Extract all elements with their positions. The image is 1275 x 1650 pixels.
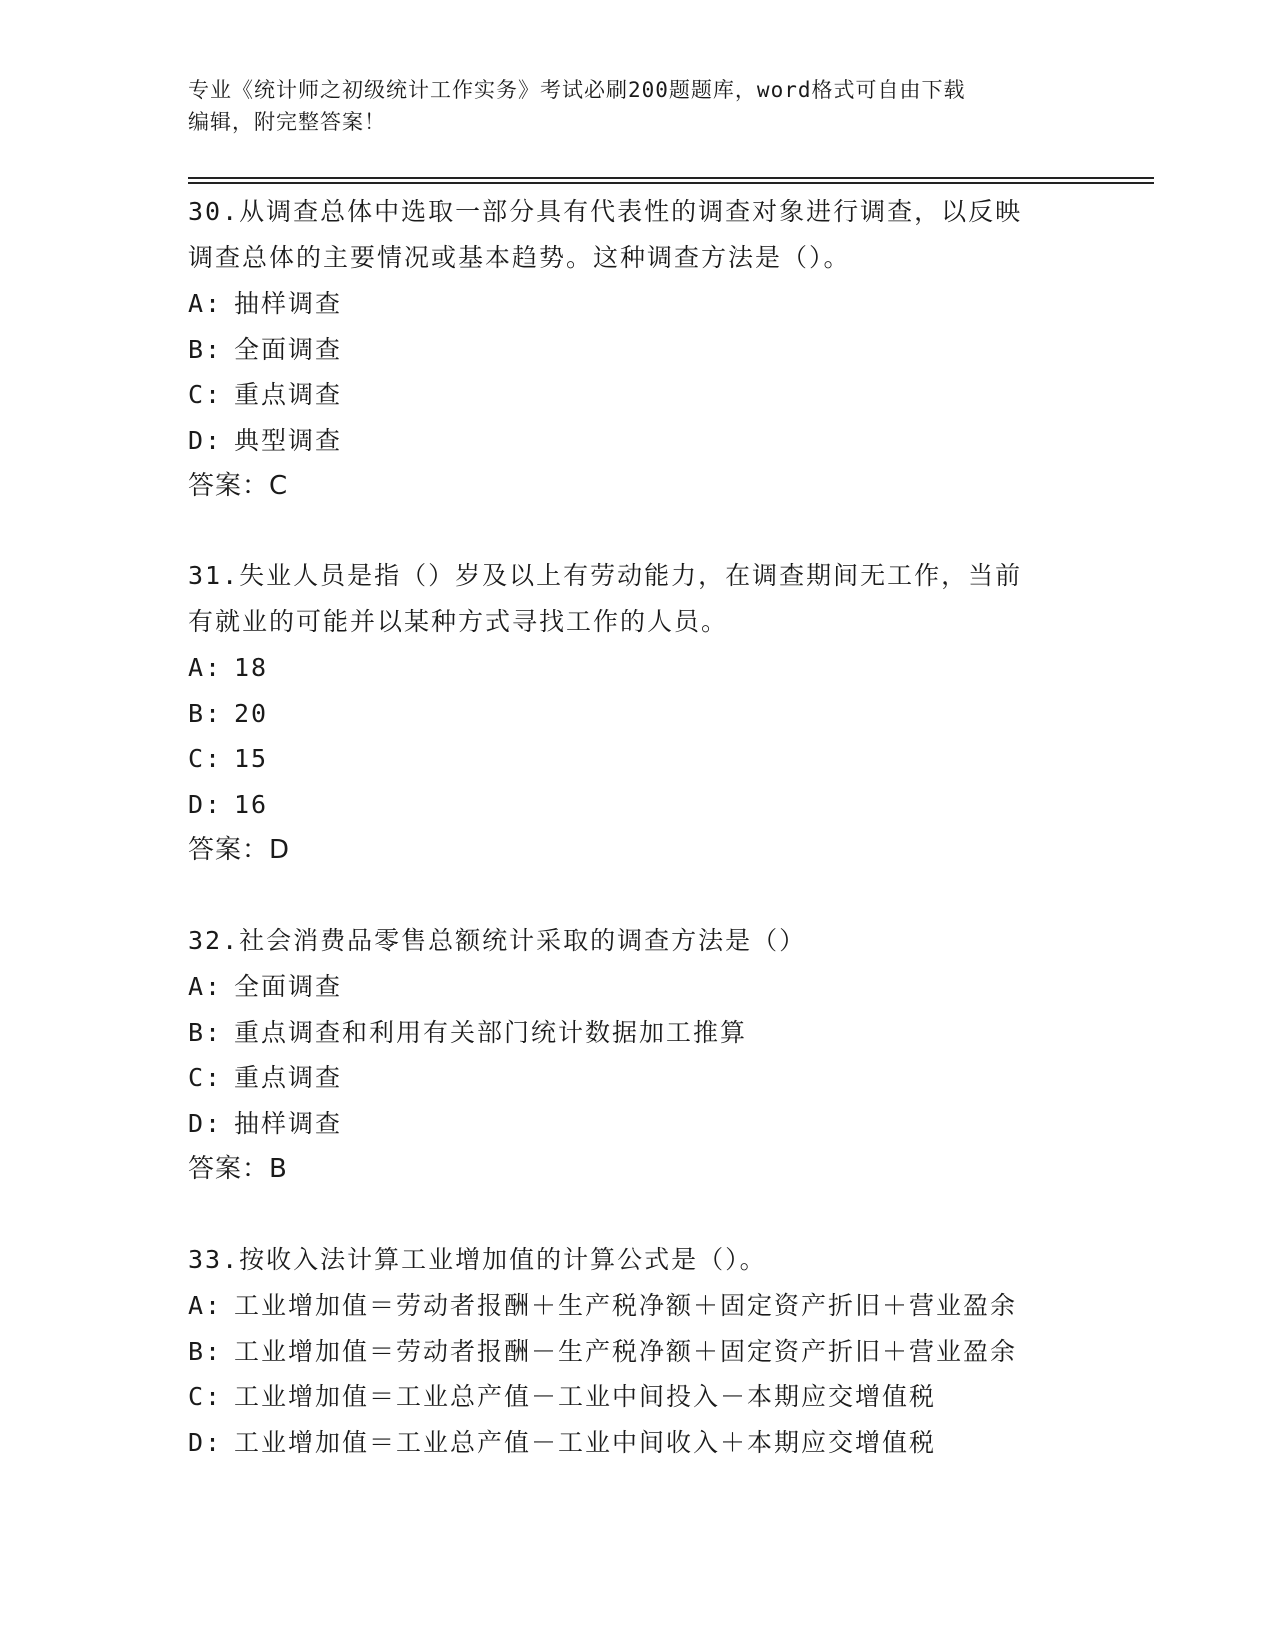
option-text: 典型调查	[234, 425, 343, 455]
option-a	[188, 281, 1088, 327]
question-33	[188, 1237, 1088, 1465]
option-b	[188, 1010, 1088, 1056]
question-stem: 33.按收入法计算工业增加值的计算公式是（）。	[188, 1245, 767, 1274]
option-c	[188, 1374, 1088, 1420]
option-letter: A:	[188, 653, 223, 682]
header-line: 编辑，附完整答案！	[188, 110, 386, 134]
answer-line: 答案：B	[188, 1154, 288, 1184]
option-d	[188, 418, 1088, 464]
option-text: 重点调查	[234, 1063, 343, 1092]
option-text: 16	[234, 789, 269, 819]
option-letter: D:	[188, 789, 223, 819]
option-letter: C:	[188, 1063, 223, 1092]
option-c	[188, 736, 1088, 782]
option-d	[188, 782, 1088, 828]
option-text: 全面调查	[234, 972, 343, 1001]
option-text: 工业增加值＝劳动者报酬＋生产税净额＋固定资产折旧＋营业盈余	[234, 1291, 1018, 1320]
question-stem: 有就业的可能并以某种方式寻找工作的人员。	[188, 607, 729, 636]
document-header	[188, 74, 1068, 138]
option-text: 全面调查	[234, 334, 343, 364]
option-c	[188, 372, 1088, 418]
option-letter: D:	[188, 1427, 223, 1457]
option-letter: B:	[188, 1017, 223, 1047]
option-letter: D:	[188, 1108, 223, 1138]
header-divider	[188, 182, 1154, 184]
question-stem: 调查总体的主要情况或基本趋势。这种调查方法是（）。	[188, 243, 851, 272]
option-a	[188, 645, 1088, 691]
option-letter: C:	[188, 744, 223, 773]
answer-line: 答案：D	[188, 835, 291, 865]
option-d	[188, 1420, 1088, 1466]
option-text: 18	[234, 653, 269, 682]
option-b	[188, 327, 1088, 373]
option-text: 工业增加值＝工业总产值－工业中间收入＋本期应交增值税	[234, 1427, 937, 1457]
option-text: 15	[234, 744, 269, 773]
option-c	[188, 1055, 1088, 1101]
option-text: 抽样调查	[234, 289, 343, 318]
option-text: 工业增加值＝劳动者报酬－生产税净额＋固定资产折旧＋营业盈余	[234, 1336, 1018, 1366]
question-stem: 32.社会消费品零售总额统计采取的调查方法是（）	[188, 926, 807, 955]
option-text: 20	[234, 698, 269, 728]
answer-line: 答案：C	[188, 471, 289, 501]
option-letter: B:	[188, 698, 223, 728]
question-32	[188, 918, 1088, 1192]
option-letter: D:	[188, 425, 223, 455]
option-a	[188, 1283, 1088, 1329]
option-letter: A:	[188, 289, 223, 318]
option-text: 重点调查	[234, 380, 343, 409]
option-b	[188, 1329, 1088, 1375]
header-divider	[188, 177, 1154, 179]
option-d	[188, 1101, 1088, 1147]
header-line: 专业《统计师之初级统计工作实务》考试必刷200题题库，word格式可自由下载	[188, 78, 966, 102]
question-31	[188, 553, 1088, 873]
option-letter: C:	[188, 380, 223, 409]
option-letter: C:	[188, 1382, 223, 1411]
option-text: 重点调查和利用有关部门统计数据加工推算	[234, 1017, 748, 1047]
option-letter: B:	[188, 334, 223, 364]
option-text: 工业增加值＝工业总产值－工业中间投入－本期应交增值税	[234, 1382, 937, 1411]
question-stem: 30.从调查总体中选取一部分具有代表性的调查对象进行调查，以反映	[188, 197, 1023, 226]
option-text: 抽样调查	[234, 1108, 343, 1138]
question-30	[188, 189, 1088, 509]
option-b	[188, 691, 1088, 737]
option-letter: A:	[188, 1291, 223, 1320]
option-a	[188, 964, 1088, 1010]
option-letter: B:	[188, 1336, 223, 1366]
option-letter: A:	[188, 972, 223, 1001]
question-stem: 31.失业人员是指（）岁及以上有劳动能力，在调查期间无工作，当前	[188, 561, 1023, 590]
